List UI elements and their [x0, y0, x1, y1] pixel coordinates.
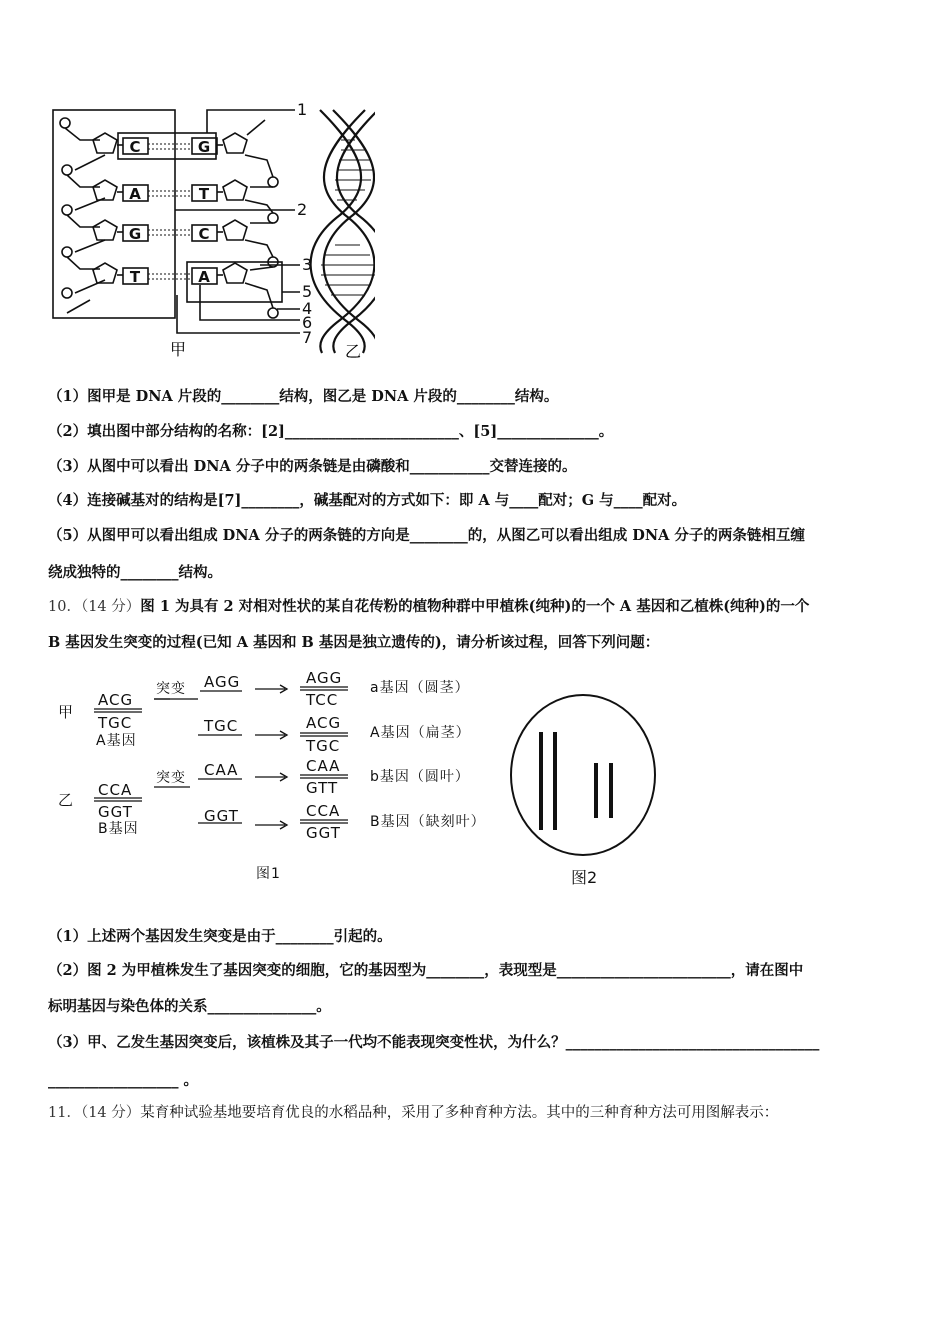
- caption-jia: 甲: [170, 340, 187, 359]
- yi-gene: B基因: [98, 821, 139, 837]
- jia-branch2: TGC: [204, 717, 239, 735]
- label-1: 1: [297, 100, 308, 119]
- label-7: 7: [302, 328, 313, 347]
- jia-result1-top: AGG: [306, 669, 343, 687]
- jia-result1-bottom: TCC: [306, 691, 339, 709]
- q10-stem-cont: B 基因发生突变的过程(已知 A 基因和 B 基因是独立遗传的)，请分析该过程，回答下列问题：: [48, 634, 660, 651]
- jia-top: ACG: [98, 691, 134, 709]
- jia-result2-label: A基因（扁茎）: [370, 725, 471, 741]
- q9-part5-cont: 绕成独特的________结构。: [48, 564, 222, 581]
- yi-bottom: GGT: [98, 803, 133, 821]
- q10-part2: （2）图 2 为甲植株发生了基因突变的细胞，它的基因型为________，表现型是________________________，请在图中: [48, 962, 804, 979]
- question-score: （14 分）: [80, 599, 141, 615]
- dna-structure-figure: [45, 95, 375, 365]
- q10-part1: （1）上述两个基因发生突变是由于________引起的。: [48, 928, 392, 945]
- jia-bottom: TGC: [98, 714, 133, 732]
- label-3: 3: [302, 255, 313, 274]
- right-base: T: [198, 185, 210, 203]
- label-5: 5: [302, 282, 313, 301]
- figure2-cell-diagram: [505, 690, 665, 895]
- yi-result2-top: CCA: [306, 802, 341, 820]
- jia-result1-label: a基因（圆茎）: [370, 680, 470, 696]
- q9-part3: （3）从图中可以看出 DNA 分子中的两条链是由磷酸和___________交替连接的。: [48, 458, 577, 475]
- yi-result2-label: B基因（缺刻叶）: [370, 814, 486, 830]
- q10-part3-cont: __________________ 。: [48, 1072, 199, 1089]
- yi-result1-top: CAA: [306, 757, 341, 775]
- q9-part2: （2）填出图中部分结构的名称：[2]________________________、[5]______________。: [48, 423, 614, 440]
- q9-part4: （4）连接碱基对的结构是[7]________，碱基配对的方式如下：即 A 与____配对；G 与____配对。: [48, 492, 687, 509]
- row-label-yi: 乙: [58, 791, 75, 809]
- yi-branch2: GGT: [204, 807, 239, 825]
- question-number: 10．: [48, 599, 81, 615]
- left-strand-box: [53, 110, 175, 318]
- q9-part1: （1）图甲是 DNA 片段的________结构，图乙是 DNA 片段的________结构。: [48, 388, 559, 405]
- figure1-caption: 图1: [256, 866, 281, 882]
- yi-result2-bottom: GGT: [306, 824, 341, 842]
- right-base: A: [198, 268, 210, 286]
- q9-part5: （5）从图甲可以看出组成 DNA 分子的两条链的方向是________的，从图乙可以看出组成 DNA 分子的两条链相互缠: [48, 527, 805, 544]
- question-stem: 某育种试验基地要培育优良的水稻品种，采用了多种育种方法。其中的三种育种方法可用图解表示：: [140, 1105, 779, 1121]
- yi-branch1: CAA: [204, 761, 239, 779]
- yi-top: CCA: [98, 781, 133, 799]
- jia-gene: A基因: [96, 733, 137, 749]
- label-6: 6: [302, 313, 313, 332]
- yi-result1-label: b基因（圆叶）: [370, 769, 470, 785]
- q10-stem: [48, 595, 809, 616]
- jia-result2-bottom: TGC: [306, 737, 341, 755]
- right-base: G: [197, 138, 211, 156]
- yi-result1-bottom: GTT: [306, 779, 339, 797]
- left-base: G: [128, 225, 142, 243]
- left-base: C: [129, 138, 141, 156]
- left-base: A: [129, 185, 141, 203]
- jia-result2-top: ACG: [306, 714, 342, 732]
- caption-yi: 乙: [345, 342, 362, 361]
- figure1-mutation-diagram: [50, 665, 500, 885]
- label-2: 2: [297, 200, 308, 219]
- question-number: 11．: [48, 1105, 81, 1121]
- question-stem: 图 1 为具有 2 对相对性状的某自花传粉的植物种群中甲植株(纯种)的一个 A 基因和乙植株(纯种)的一个: [140, 598, 810, 615]
- figure2-caption: 图2: [571, 868, 598, 887]
- label-4: 4: [302, 299, 313, 318]
- q10-part3: （3）甲、乙发生基因突变后，该植株及其子一代均不能表现突变性状，为什么？___________________________________: [48, 1034, 820, 1051]
- q10-part2-cont: 标明基因与染色体的关系_______________。: [48, 998, 331, 1015]
- row-label-jia: 甲: [58, 703, 75, 721]
- right-base: C: [198, 225, 210, 243]
- mutation-label: 突变: [156, 770, 186, 786]
- left-base: T: [129, 268, 141, 286]
- mutation-label: 突变: [156, 681, 186, 697]
- jia-branch1: AGG: [204, 673, 241, 691]
- question-score: （14 分）: [80, 1105, 141, 1121]
- q11-stem: [48, 1101, 778, 1122]
